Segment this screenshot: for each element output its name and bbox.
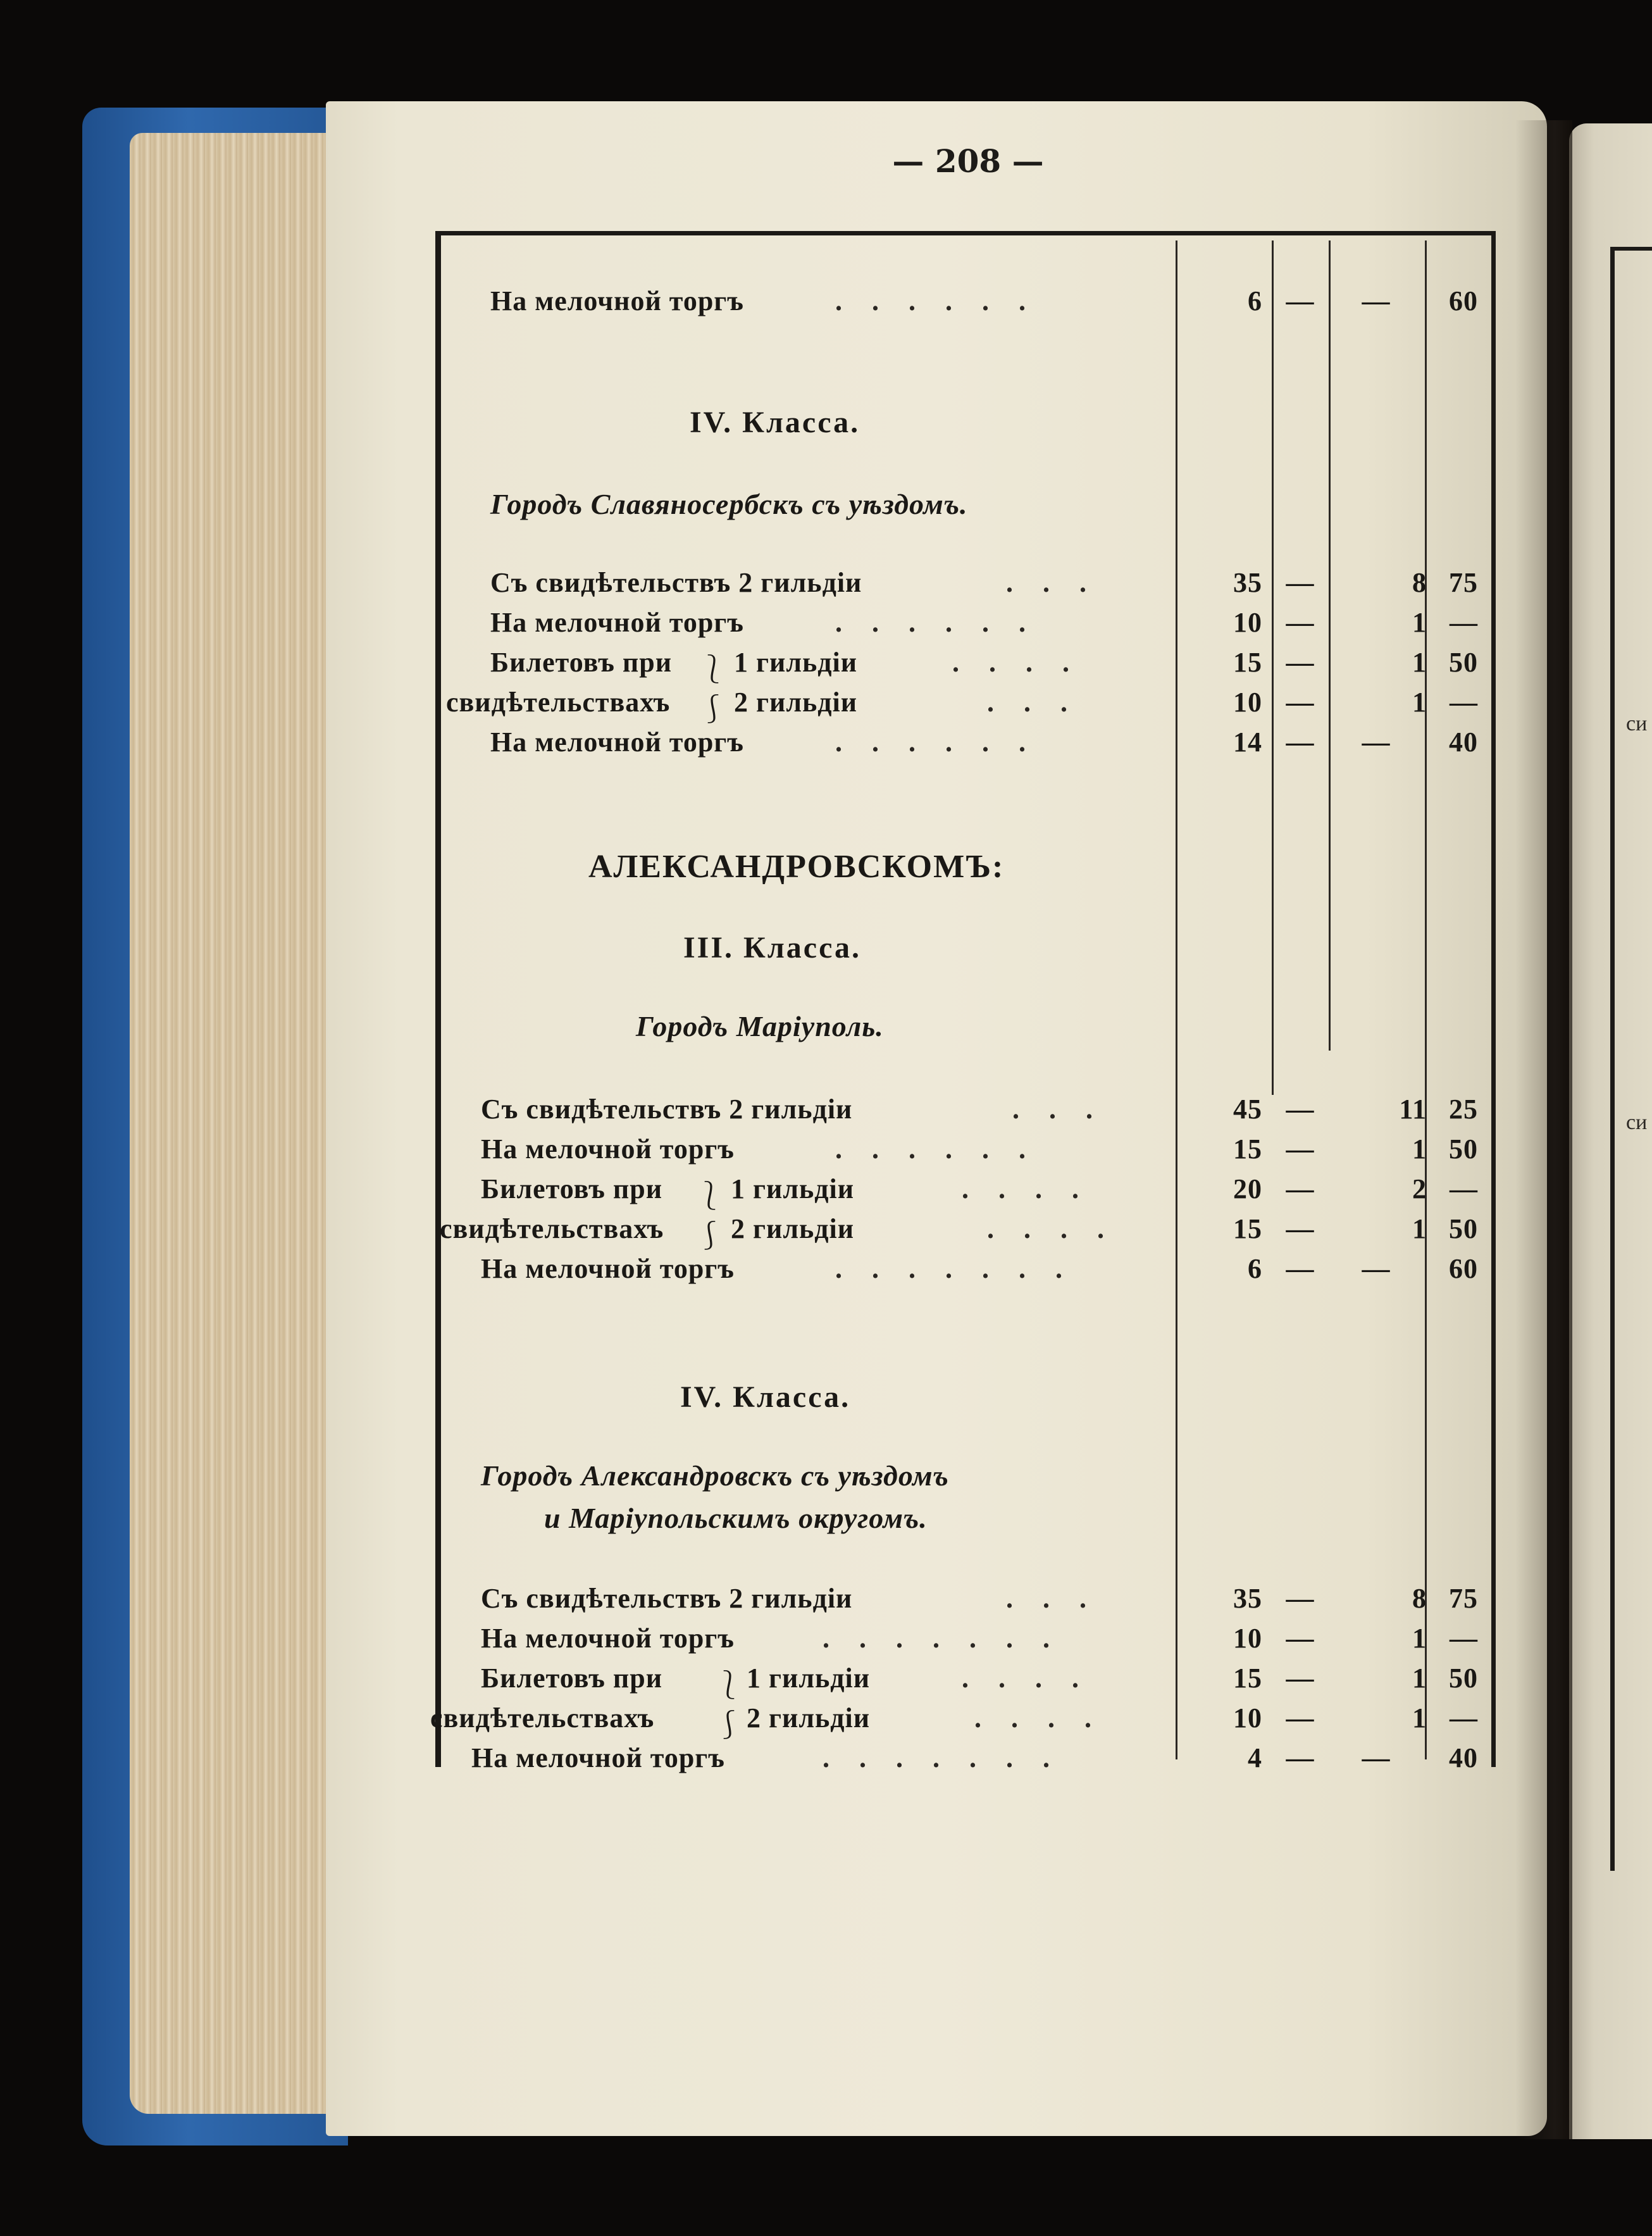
table-row [0, 566, 1652, 604]
next-page-fragment: си [1626, 712, 1648, 735]
rubles-value: 11 [1399, 1094, 1427, 1125]
table-row [0, 1622, 1652, 1660]
dot-leader: . . . . [987, 1213, 1115, 1244]
rubles-value: 15 [1233, 1134, 1262, 1165]
row-label: свидѣтельствахъ [440, 1213, 664, 1244]
rubles-value: 1 [1412, 607, 1427, 638]
row-label: На мелочной торгъ [481, 1623, 735, 1654]
class-heading: IV. Класса. [690, 406, 860, 439]
column-rule [1176, 240, 1177, 1759]
rubles-value: 1 [1412, 687, 1427, 718]
kopecks-value: 50 [1449, 1134, 1478, 1165]
table-row [0, 1662, 1652, 1700]
rubles-value: 35 [1233, 1583, 1262, 1614]
kopecks-value: 50 [1449, 1663, 1478, 1694]
kopecks-value: — [1286, 647, 1315, 678]
row-sublabel: 1 гильдіи [747, 1663, 871, 1694]
rubles-value: 15 [1233, 1663, 1262, 1694]
dot-leader: . . . . . . . [835, 1253, 1074, 1284]
table-row [0, 686, 1652, 724]
row-label: Билетовъ при [490, 647, 673, 678]
rubles-value: 8 [1412, 1583, 1427, 1614]
row-label: Билетовъ при [481, 1173, 663, 1204]
row-sublabel: 2 гильдіи [734, 687, 858, 718]
rubles-value: 45 [1233, 1094, 1262, 1125]
kopecks-value: — [1286, 1094, 1315, 1125]
row-label: На мелочной торгъ [490, 285, 744, 316]
kopecks-value: 40 [1449, 1742, 1478, 1773]
table-row [0, 606, 1652, 644]
kopecks-value: 25 [1449, 1094, 1478, 1125]
rubles-value: 35 [1233, 567, 1262, 598]
rubles-value: 15 [1233, 647, 1262, 678]
kopecks-value: 75 [1449, 1583, 1478, 1614]
row-label: Съ свидѣтельствъ 2 гильдіи [481, 1583, 853, 1614]
kopecks-value: 50 [1449, 647, 1478, 678]
rubles-value: — [1362, 727, 1391, 758]
dot-leader: . . . . . . . [823, 1742, 1061, 1773]
rubles-value: 1 [1412, 1663, 1427, 1694]
district-heading: АЛЕКСАНДРОВСКОМЪ: [588, 849, 1005, 885]
rubles-value: 10 [1233, 687, 1262, 718]
row-sublabel: 1 гильдіи [731, 1173, 855, 1204]
dot-leader: . . . . . . [835, 285, 1037, 316]
dot-leader: . . . . [962, 1173, 1090, 1204]
table-row [0, 1213, 1652, 1251]
kopecks-value: — [1450, 1702, 1478, 1733]
dot-leader: . . . . . . [835, 607, 1037, 638]
row-sublabel: 1 гильдіи [734, 647, 858, 678]
rubles-value: 4 [1248, 1742, 1262, 1773]
column-rule [1425, 240, 1427, 1759]
kopecks-value: 75 [1449, 567, 1478, 598]
rubles-value: 20 [1233, 1173, 1262, 1204]
next-page-fragment: си [1626, 1111, 1648, 1134]
rubles-value: 10 [1233, 607, 1262, 638]
rubles-value: 1 [1412, 1213, 1427, 1244]
brace: ⎱ [696, 1180, 724, 1211]
dot-leader: . . . . [974, 1702, 1103, 1733]
dot-leader: . . . [1006, 567, 1098, 598]
town-heading: Городъ Маріуполь. [636, 1010, 884, 1042]
table-row [0, 1252, 1652, 1290]
kopecks-value: — [1286, 1623, 1315, 1654]
town-heading: Городъ Александровскъ съ уѣздомъ [481, 1459, 949, 1492]
row-label: На мелочной торгъ [481, 1134, 735, 1165]
rubles-value: 1 [1412, 647, 1427, 678]
rubles-value: 2 [1412, 1173, 1427, 1204]
brace: ⎰ [715, 1709, 743, 1740]
kopecks-value: — [1286, 607, 1315, 638]
kopecks-value: — [1450, 607, 1478, 638]
rubles-value: — [1362, 1253, 1391, 1284]
row-label: Билетовъ при [481, 1663, 663, 1694]
rubles-value: 6 [1248, 285, 1262, 316]
kopecks-value: — [1450, 1173, 1478, 1204]
table-row [0, 1582, 1652, 1620]
table-row [0, 1093, 1652, 1131]
dot-leader: . . . . [962, 1663, 1090, 1694]
kopecks-value: — [1286, 1134, 1315, 1165]
kopecks-value: — [1286, 687, 1315, 718]
row-label: На мелочной торгъ [481, 1253, 735, 1284]
row-sublabel: 2 гильдіи [731, 1213, 855, 1244]
rubles-value: 8 [1412, 567, 1427, 598]
kopecks-value: — [1450, 687, 1478, 718]
rubles-value: — [1362, 1742, 1391, 1773]
table-row [0, 1173, 1652, 1211]
row-label: На мелочной торгъ [490, 607, 744, 638]
kopecks-value: — [1286, 1663, 1315, 1694]
brace: ⎰ [696, 1220, 724, 1251]
row-label: На мелочной торгъ [471, 1742, 725, 1773]
rubles-value: 6 [1248, 1253, 1262, 1284]
town-heading-line2: и Маріупольскимъ округомъ. [544, 1502, 928, 1534]
kopecks-value: — [1286, 1583, 1315, 1614]
kopecks-value: 50 [1449, 1213, 1478, 1244]
kopecks-value: — [1286, 1173, 1315, 1204]
table-row [0, 646, 1652, 684]
dot-leader: . . . . [952, 647, 1081, 678]
kopecks-value: — [1286, 1702, 1315, 1733]
brace: ⎰ [699, 694, 728, 725]
dot-leader: . . . [1012, 1094, 1104, 1125]
town-heading: Городъ Славяносербскъ съ уѣздомъ. [490, 488, 968, 520]
row-label: свидѣтельствахъ [446, 687, 671, 718]
table-row [0, 1702, 1652, 1740]
class-heading: IV. Класса. [680, 1380, 851, 1414]
table-row [0, 1742, 1652, 1780]
brace: ⎱ [715, 1670, 743, 1701]
table-row [0, 1133, 1652, 1171]
rubles-value: 1 [1412, 1134, 1427, 1165]
table-row [0, 726, 1652, 764]
dot-leader: . . . . . . . [823, 1623, 1061, 1654]
rubles-value: 10 [1233, 1623, 1262, 1654]
table-frame [435, 231, 1496, 1767]
row-label: Съ свидѣтельствъ 2 гильдіи [490, 567, 862, 598]
row-label: свидѣтельствахъ [430, 1702, 655, 1733]
kopecks-value: — [1450, 1623, 1478, 1654]
kopecks-value: — [1286, 567, 1315, 598]
dot-leader: . . . . . . [835, 727, 1037, 758]
dot-leader: . . . [987, 687, 1079, 718]
kopecks-value: 40 [1449, 727, 1478, 758]
row-label: На мелочной торгъ [490, 727, 744, 758]
kopecks-value: — [1286, 1253, 1315, 1284]
row-sublabel: 2 гильдіи [747, 1702, 871, 1733]
kopecks-value: — [1286, 1213, 1315, 1244]
column-rule [1329, 240, 1331, 1051]
rubles-value: — [1362, 285, 1391, 316]
kopecks-value: 60 [1449, 1253, 1478, 1284]
rubles-value: 1 [1412, 1623, 1427, 1654]
dot-leader: . . . [1006, 1583, 1098, 1614]
rubles-value: 15 [1233, 1213, 1262, 1244]
rubles-value: 10 [1233, 1702, 1262, 1733]
rubles-value: 1 [1412, 1702, 1427, 1733]
row-label: Съ свидѣтельствъ 2 гильдіи [481, 1094, 853, 1125]
kopecks-value: 60 [1449, 285, 1478, 316]
page-number: — 208 — [892, 142, 1044, 180]
kopecks-value: — [1286, 1742, 1315, 1773]
kopecks-value: — [1286, 285, 1315, 316]
kopecks-value: — [1286, 727, 1315, 758]
rubles-value: 14 [1233, 727, 1262, 758]
table-row [0, 285, 1652, 323]
brace: ⎱ [699, 654, 728, 685]
class-heading: III. Класса. [683, 931, 861, 965]
dot-leader: . . . . . . [835, 1134, 1037, 1165]
